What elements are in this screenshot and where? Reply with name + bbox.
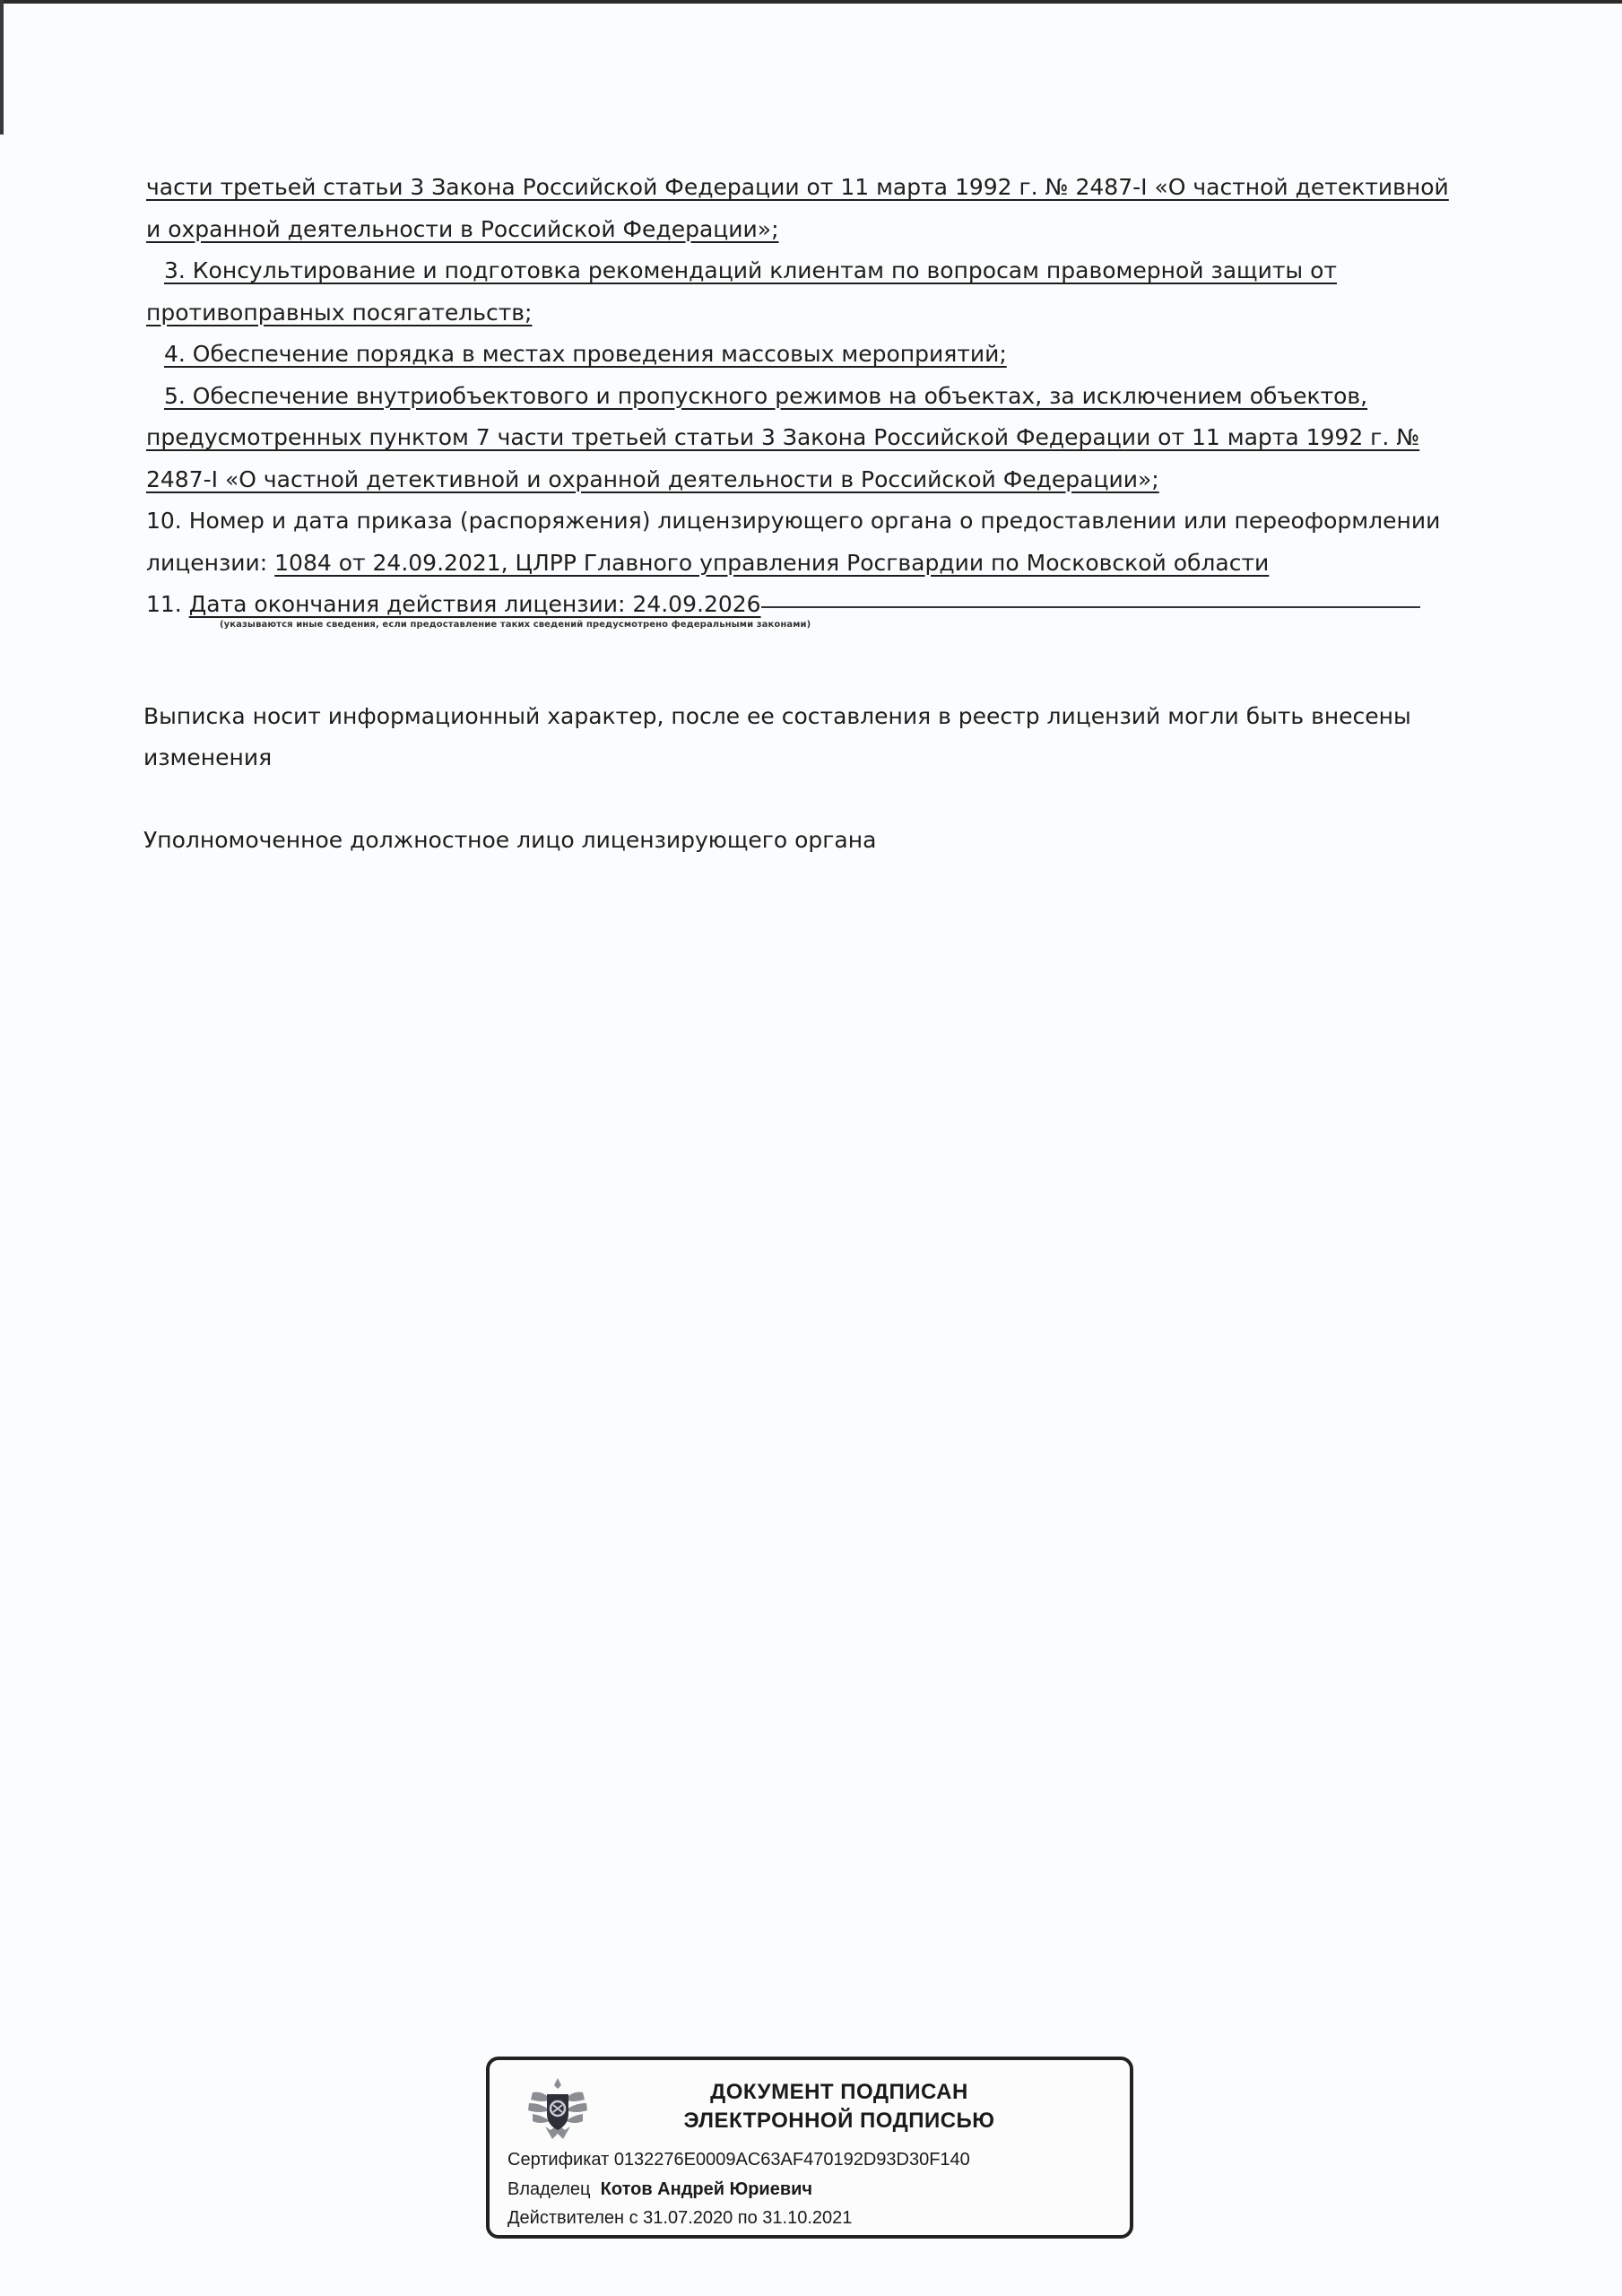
owner-line: Владелец Котов Андрей Юриевич	[507, 2179, 813, 2199]
text-line-2: и охранной деятельности в Российской Федерации»;	[146, 215, 779, 242]
list-item-3: 3. Консультирование и подготовка рекомендаций клиентам по вопросам правомерной защиты от	[164, 257, 1337, 283]
item-11-value: Дата окончания действия лицензии: 24.09.2026	[188, 591, 761, 617]
list-item-5-cont: предусмотренных пунктом 7 части третьей статьи 3 Закона Российской Федерации от 11 марта 1992 г. №	[146, 424, 1420, 450]
item-10-value: 1084 от 24.09.2021, ЦЛРР Главного управления Росгвардии по Московской области	[274, 549, 1270, 576]
list-item-4: 4. Обеспечение порядка в местах проведения массовых мероприятий;	[164, 341, 1007, 367]
disclaimer: Выписка носит информационный характер, после ее составления в реестр лицензий могли быть внесены изменения	[143, 703, 1411, 770]
list-item-5: 5. Обеспечение внутриобъектового и пропускного режимов на объектах, за исключением объектов,	[164, 382, 1368, 409]
authorized-person: Уполномоченное должностное лицо лицензирующего органа	[143, 827, 877, 853]
electronic-signature-stamp	[486, 2057, 1133, 2239]
rosgvardia-emblem-icon	[525, 2073, 590, 2146]
scan-edge-left	[0, 0, 4, 135]
footnote: (указываются иные сведения, если предоставление таких сведений предусмотрено федеральными законами)	[220, 620, 811, 630]
stamp-title: ДОКУМЕНТ ПОДПИСАН ЭЛЕКТРОННОЙ ПОДПИСЬЮ	[683, 2080, 995, 2133]
fill-underline	[761, 604, 1420, 608]
certificate-line: Сертификат 0132276E0009AC63AF470192D93D30F140	[507, 2150, 970, 2170]
item-10-value-line	[146, 543, 1500, 585]
item-10-heading: 10. Номер и дата приказа (распоряжения) лицензирующего органа о предоставлении или переоформлении	[146, 508, 1441, 534]
license-details	[146, 167, 1500, 626]
list-item-3-cont: противоправных посягательств;	[146, 299, 533, 326]
text-line-1: части третьей статьи 3 Закона Российской Федерации от 11 марта 1992 г. № 2487-I «О частной детективной	[146, 174, 1449, 200]
list-item-5-cont2: 2487-I «О частной детективной и охранной деятельности в Российской Федерации»;	[146, 465, 1159, 492]
scan-edge-top	[0, 0, 1622, 4]
validity-line: Действителен с 31.07.2020 по 31.10.2021	[507, 2208, 853, 2228]
item-11-label: 11.	[146, 591, 182, 617]
item-10-label: лицензии:	[146, 549, 268, 576]
